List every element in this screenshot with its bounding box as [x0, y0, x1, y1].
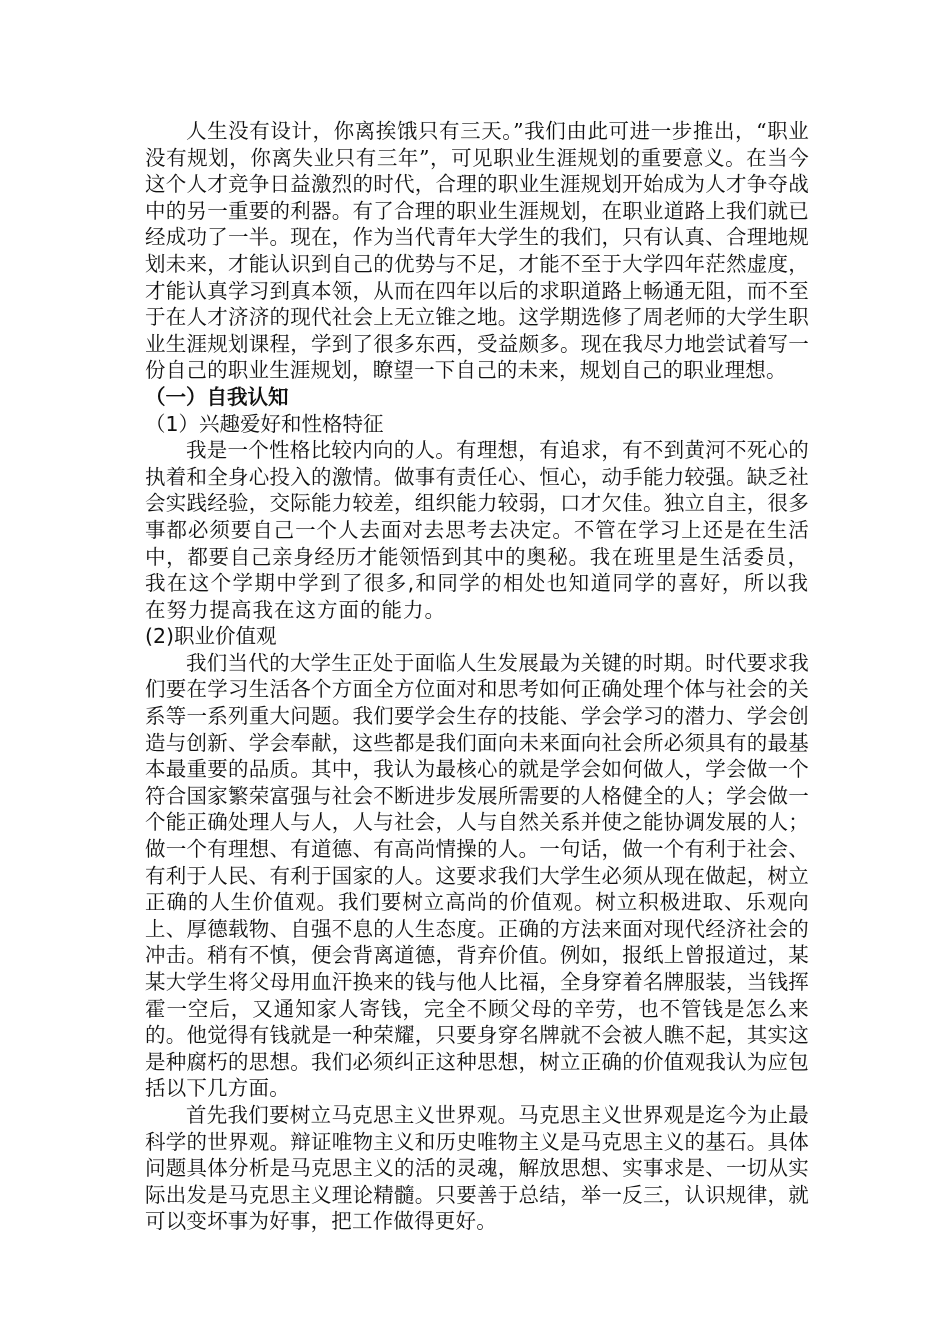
marxism-paragraph: 首先我们要树立马克思主义世界观。马克思主义世界观是迄今为止最科学的世界观。辩证唯物主义和历史唯物主义是马克思主义的基石。具体问题具体分析是马克思主义的活的灵魂，解放思想、实事求是、一切从实际出发是马克思主义理论精髓。只要善于总结，举一反三，认识规律，就可以变坏事为好事，把工作做得更好。 [145, 1102, 809, 1234]
subsection-title-interests: （1）兴趣爱好和性格特征 [145, 411, 384, 436]
personality-paragraph-tail: 我在班里是生活委员，我在这个学期中学到了很多,和同学的相处也知道同学的喜好，所以我在努力提高我在这方面的能力。 [145, 544, 810, 622]
intro-paragraph: 人生没有设计，你离挨饿只有三天。”我们由此可进一步推出，“职业没有规划，你离失业只有三年”，可见职业生涯规划的重要意义。在当今这个人才竞争日益激烈的时代，合理的职业生涯规划开始成为人才争夺战中的另一重要的利器。有了合理的职业生涯规划，在职业道路上我们就已经成功了一半。现在，作为当代青年大学生的我们，只有认真、合理地规划未来，才能认识到自己的优势与不足，才能不至于大学四年茫然虚度，才能认真学习到真本领，从而在四年以后的求职道路上畅通无阻，而不至于在人才济济的现代社会上无立锥之地。这学期选修了周老师的大学生职业生涯规划课程，学到了很多东西，受益颇多。现在我尽力地尝试着写一份自己的职业生涯规划，瞭望一下自己的未来，规划自己的职业理想。 [145, 119, 809, 383]
personality-paragraph-main: 我是一个性格比较内向的人。有理想，有追求，有不到黄河不死心的执着和全身心投入的激情。做事有责任心、恒心，动手能力较强。缺乏社会实践经验，交际能力较差，组织能力较弱，口才欠佳。独立自主，很多事都必须要自己一个人去面对去思考去决定。不管在学习上还是在生活中，都要自己亲身经历才能领悟到其中的奥秘。 [145, 438, 809, 569]
personality-paragraph [145, 437, 809, 623]
section-title-self-awareness: （一）自我认知 [145, 384, 289, 409]
values-paragraph: 我们当代的大学生正处于面临人生发展最为关键的时期。时代要求我们要在学习生活各个方面全方位面对和思考如何正确处理个体与社会的关系等一系列重大问题。我们要学会生存的技能、学会学习的潜力、学会创造与创新、学会奉献，这些都是我们面向未来面向社会所必须具有的最基本最重要的品质。其中，我认为最核心的就是学会如何做人，学会做一个符合国家繁荣富强与社会不断进步发展所需要的人格健全的人；学会做一个能正确处理人与人，人与社会，人与自然关系并使之能协调发展的人；做一个有理想、有道德、有高尚情操的人。一句话，做一个有利于社会、有利于人民、有利于国家的人。这要求我们大学生必须从现在做起，树立正确的人生价值观。我们要树立高尚的价值观。树立积极进取、乐观向上、厚德载物、自强不息的人生态度。正确的方法来面对现代经济社会的冲击。稍有不慎，便会背离道德，背弃价值。例如，报纸上曾报道过，某某大学生将父母用血汗换来的钱与他人比福，全身穿着名牌服装，当钱挥霍一空后，又通知家人寄钱，完全不顾父母的辛劳，也不管钱是怎么来的。他觉得有钱就是一种荣耀，只要身穿名牌就不会被人瞧不起，其实这是种腐朽的思想。我们必须纠正这种思想，树立正确的价值观我认为应包括以下几方面。 [145, 650, 809, 1101]
document-body [145, 118, 809, 1235]
subsection-title-values: (2)职业价值观 [145, 624, 277, 649]
